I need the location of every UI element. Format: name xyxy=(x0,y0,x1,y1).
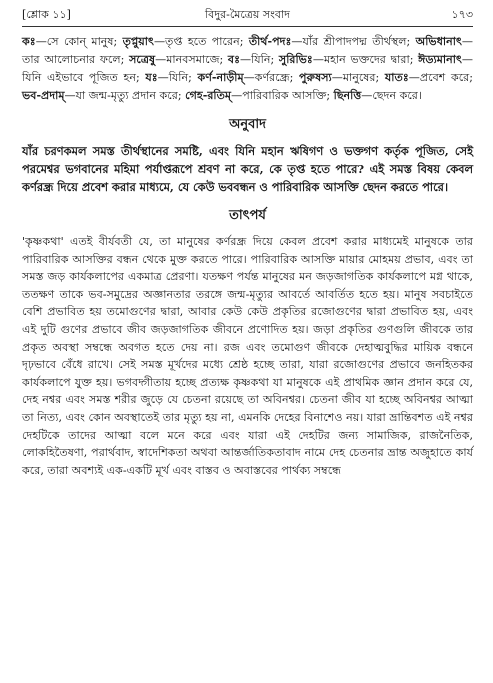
synonym-dash: — xyxy=(155,53,167,66)
synonym-term: যাতঃ xyxy=(384,71,409,84)
synonym-term: কর্ণ-নাড়ীম্ xyxy=(197,71,244,84)
chapter-title: বিদুর-মৈত্রেয় সংবাদ xyxy=(205,8,290,21)
synonym-term: ঈড্যমানাৎ xyxy=(418,53,462,66)
synonym-meaning: তার আলোচনার ফলে; xyxy=(22,53,130,66)
page-number: ১৭৩ xyxy=(451,8,473,21)
synonym-dash: — xyxy=(461,53,473,66)
running-header xyxy=(22,6,473,24)
synonym-dash: — xyxy=(361,89,373,102)
synonym-meaning: যিনি; xyxy=(168,71,198,84)
synonym-term: তৃপ্নুয়াৎ xyxy=(122,35,154,48)
purport-text: 'কৃষ্ণকথা' এতই বীর্যবতী যে, তা মানুষের কর্ণরন্ধ্র দিয়ে কেবল প্রবেশ করার মাধ্যমেই মানুষকে তার পারিবারিক আসক্তির বন্ধন থেকে মুক্ত করতে পারে। পারিবারিক আসক্তি মায়ার মোহময় প্রভাব, এবং তা সমস্ত জড় কার্যকলাপের একমাত্র প্রেরণা। যতক্ষণ পর্যন্ত মানুষের মন জড়জাগতিক কার্যকলাপে মগ্ন থাকে, ততক্ষণ তাকে ভব-সমুদ্রের অজ্ঞানতার তরঙ্গে জন্ম-মৃত্যুর আবর্তে আবর্তিত হতে হয়। মানুষ সবচাইতে বেশি প্রভাবিত হয় তমোগুণের দ্বারা, আবার কেউ কেউ প্রকৃতির রজোগুণের দ্বারা প্রভাবিত হয়, এবং এই দুটি গুণের প্রভাবে জীব জড়জাগতিক জীবনে প্রণোদিত হয়। জড়া প্রকৃতির গুণগুলি জীবকে তার প্রকৃত অবস্থা সম্বন্ধে অবগত হতে দেয় না। রজ এবং তমোগুণ জীবকে দেহাত্মবুদ্ধির মায়িক বন্ধনে দৃঢ়ভাবে বেঁধে রাখে। সেই সমস্ত মূর্খদের মধ্যে শ্রেষ্ঠ হচ্ছে তারা, যারা রজোগুণের প্রভাবে জনহিতকর কার্যকলাপে যুক্ত হয়। ভগবদ্গীতায় হচ্ছে প্রত্যক্ষ কৃষ্ণকথা যা মানুষকে এই প্রাথমিক জ্ঞান প্রদান করে যে, দেহ নশ্বর এবং সমস্ত শরীর জুড়ে যে চেতনা রয়েছে তা অবিনশ্বর। চেতনা জীব যা হচ্ছে অবিনশ্বর আত্মা তা নিত্য, এবং কোন অবস্থাতেই তার মৃত্যু হয় না, এমনকি দেহের বিনাশেও নয়। যারা ভ্রান্তিবশত এই নশ্বর দেহটিকে তাদের আত্মা বলে মনে করে এবং যারা এই দেহটির জন্য সামাজিক, রাজনৈতিক, লোকহিতৈষণা, পরার্থবাদ, স্বাদেশিকতা অথবা আন্তর্জাতিকতাবাদ নামে দেহ চেতনার ভ্রান্ত অজুহাতে কার্য করে, তারা অবশ্যই এক-একটি মূর্খ এবং বাস্তব ও অবাস্তবের পার্থক্য সম্বন্ধে xyxy=(22,235,473,477)
synonym-dash: — xyxy=(243,71,255,84)
purport-heading: তাৎপর্য xyxy=(229,208,266,223)
synonym-meaning: যিনি এইভাবে পূজিত হন; xyxy=(22,71,146,84)
synonym-term: ভব-প্রদাম্ xyxy=(22,89,65,102)
synonym-term: তীর্থ-পদঃ xyxy=(248,35,292,48)
synonym-dash: — xyxy=(291,35,303,48)
synonym-dash: — xyxy=(312,53,324,66)
synonym-meaning: মানুষের; xyxy=(342,71,385,84)
synonym-term: পুরুষস্য xyxy=(299,71,332,84)
synonym-meaning: মহান ভক্তদের দ্বারা; xyxy=(323,53,419,66)
translation-heading: অনুবাদ xyxy=(229,117,266,132)
synonyms-block xyxy=(22,33,473,105)
synonym-meaning: পারিবারিক আসক্তি; xyxy=(242,89,334,102)
synonym-dash: — xyxy=(35,35,47,48)
synonym-dash: — xyxy=(461,35,473,48)
verse-reference: [শ্লোক ১১] xyxy=(22,8,71,21)
synonym-meaning: প্রবেশ করে; xyxy=(419,71,473,84)
synonym-term: ছিনত্তি xyxy=(333,89,362,102)
synonym-term: যঃ xyxy=(145,71,158,84)
synonym-meaning: কর্ণরন্ধ্রে; xyxy=(254,71,300,84)
synonym-term: বঃ xyxy=(227,53,241,66)
synonym-term: গেহ-রতিম্ xyxy=(185,89,232,102)
header-rule xyxy=(22,26,473,27)
synonym-meaning: যাঁর শ্রীপাদপদ্ম তীর্থস্থল; xyxy=(302,35,416,48)
synonym-dash: — xyxy=(331,71,343,84)
synonym-meaning: যিনি; xyxy=(251,53,279,66)
synonym-term: সত্রেষু xyxy=(129,53,156,66)
synonym-dash: — xyxy=(157,71,169,84)
synonym-meaning: ছেদন করে। xyxy=(372,89,422,102)
synonym-dash: — xyxy=(153,35,166,48)
synonym-meaning: যা জন্ম-মৃত্যু প্রদান করে; xyxy=(75,89,186,102)
synonym-meaning: মানবসমাজে; xyxy=(166,53,228,66)
synonym-dash: — xyxy=(408,71,420,84)
synonym-term: কঃ xyxy=(22,35,36,48)
synonym-term: সুরিভিঃ xyxy=(278,53,313,66)
synonym-dash: — xyxy=(231,89,243,102)
synonym-meaning: তৃপ্ত হতে পারেন; xyxy=(165,35,249,48)
synonym-dash: — xyxy=(240,53,252,66)
synonym-meaning: সে কোন্ মানুষ; xyxy=(46,35,123,48)
synonym-term: অভিধানাৎ xyxy=(415,35,462,48)
translation-text: যাঁর চরণকমল সমস্ত তীর্থস্থানের সমষ্টি, এবং যিনি মহান ঋষিগণ ও ভক্তগণ কর্তৃক পূজিত, সেই পরমেশ্বর ভগবানের মহিমা পর্যাপ্তরূপে শ্রবণ না করে, কে তৃপ্ত হতে পারে? এই সমস্ত বিষয় কেবল কর্ণরন্ধ্র দিয়ে প্রবেশ করার মাধ্যমে, যে কেউ ভববন্ধন ও পারিবারিক আসক্তি ছেদন করতে পারে। xyxy=(22,144,473,194)
synonym-dash: — xyxy=(64,89,76,102)
